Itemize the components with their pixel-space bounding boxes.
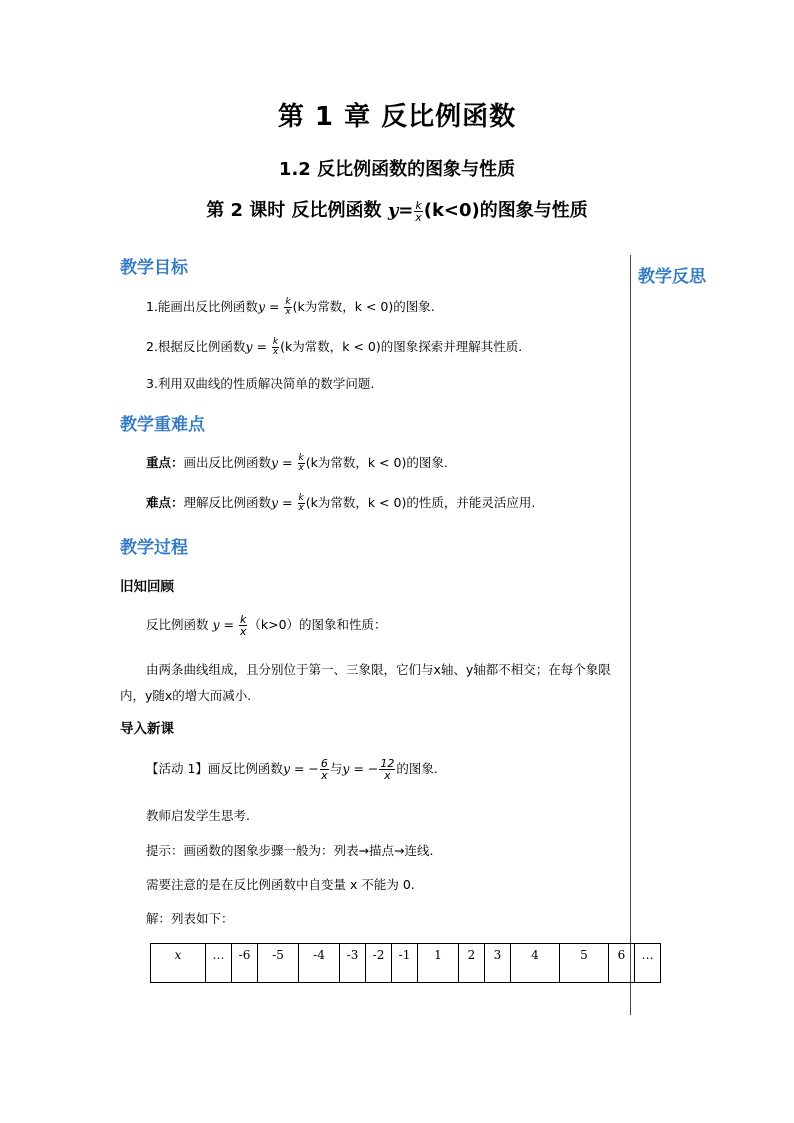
process-line-2: 提示：画函数的图象步骤一般为：列表→描点→连线. [146,843,434,858]
activity-1: 【活动 1】画反比例函数y = − $\frac{6}{x}$ 与y = − $\frac{12}{x}$ 的图象. [146,757,438,782]
value-table [150,943,661,983]
table-cell: … [206,944,232,983]
intro-heading: 导入新课 [120,721,174,737]
focus-point: 重点：画出反比例函数y = $\frac{k}{x}$ (k为常数，k < 0)的图象. [146,453,448,473]
review-body: 由两条曲线组成，且分别位于第一、三象限，它们与x轴、y轴都不相交；在每个象限内，y随x的增大而减小. [120,662,611,703]
sidebar-reflection-title: 教学反思 [638,267,706,287]
table-row [151,944,661,983]
table-cell: -2 [366,944,392,983]
section-title: 1.2 反比例函数的图象与性质 [278,159,516,180]
table-cell: 6 [609,944,635,983]
table-cell: -6 [232,944,258,983]
table-cell: 5 [560,944,609,983]
table-cell: -5 [258,944,299,983]
lesson-title: 第 2 课时 反比例函数 y= $\frac{k}{x}$ (k<0)的图象与性质 [206,198,588,224]
lesson-fraction: $\frac{k}{x}$ [415,198,422,224]
review-heading: 旧知回顾 [120,579,174,595]
process-line-3: 需要注意的是在反比例函数中自变量 x 不能为 0. [146,877,415,892]
process-line-1: 教师启发学生思考. [146,808,250,823]
objectives-heading: 教学目标 [120,258,188,278]
difficulty-point: 难点：理解反比例函数y = $\frac{k}{x}$ (k为常数，k < 0)的性质，并能灵活应用. [146,493,536,513]
process-line-4: 解：列表如下： [146,911,234,926]
process-heading: 教学过程 [120,538,188,558]
objective-2: 2.根据反比例函数y = $\frac{k}{x}$ (k为常数，k < 0)的图象探索并理解其性质. [146,337,523,357]
review-intro: 反比例函数 y = $\frac{k}{x}$ （k>0）的图象和性质： [146,613,387,638]
table-cell: 1 [418,944,459,983]
table-cell: x [151,944,206,983]
key-points-heading: 教学重难点 [120,415,205,435]
table-cell: -4 [299,944,340,983]
table-cell: … [635,944,661,983]
table-cell: -1 [392,944,418,983]
objective-3: 3.利用双曲线的性质解决简单的数学问题. [146,376,375,391]
table-cell: 3 [485,944,511,983]
table-cell: 2 [459,944,485,983]
table-cell: -3 [340,944,366,983]
table-cell: 4 [511,944,560,983]
column-divider [630,255,631,1015]
chapter-title: 第 1 章 反比例函数 [277,102,517,132]
objective-1: 1.能画出反比例函数y = $\frac{k}{x}$ (k为常数，k < 0)的图象. [146,297,435,317]
